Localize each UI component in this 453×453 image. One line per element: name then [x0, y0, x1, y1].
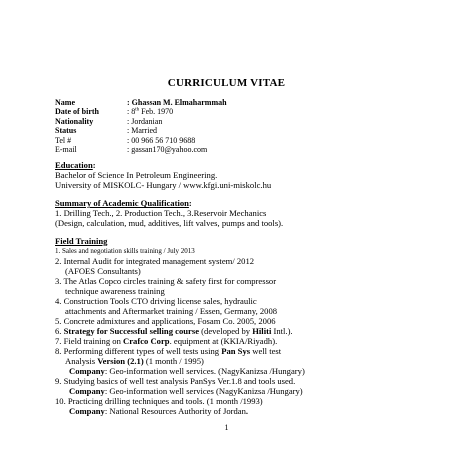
- status-row: [55, 126, 227, 135]
- training-item-2b: (AFOES Consultants): [65, 266, 141, 276]
- training-item-10b: [55, 406, 305, 416]
- document-title: CURRICULUM VITAE: [167, 77, 286, 89]
- training-item-9b: [55, 386, 305, 396]
- training-item-8c: [55, 366, 305, 376]
- qualification-section: [55, 198, 283, 228]
- education-colon: :: [92, 160, 96, 170]
- training-item-8c-post: : Geo-information well services. (NagyKanizsa /Hungary): [104, 366, 305, 376]
- training-item-8c-bold: Company: [69, 366, 105, 376]
- email-label: E-mail: [55, 145, 77, 155]
- status-label: Status: [55, 126, 77, 136]
- training-item-2a: 2. Internal Audit for integrated management system/ 2012: [55, 256, 255, 266]
- training-item-1: 1. Sales and negotiation skills training / July 2013: [55, 247, 195, 255]
- training-item-8a-text: 8. Performing different types of well tests using: [55, 346, 222, 356]
- qualification-line-2: (Design, calculation, mud, additives, lift valves, pumps and tools).: [55, 218, 284, 228]
- training-item-7-post: . equipment at (KKIA/Riyadh).: [169, 336, 278, 346]
- education-line-1: Bachelor of Science In Petroleum Engineering.: [55, 170, 218, 180]
- training-item-6: [55, 326, 305, 336]
- training-item-6-end: Intl.).: [271, 326, 293, 336]
- education-line-2: University of MISKOLC- Hungary / www.kfgi.uni-miskolc.hu: [55, 180, 272, 190]
- training-item-6-bold: Strategy for Successful selling course: [63, 326, 200, 336]
- training-item-8a-bold: Pan Sys: [221, 346, 251, 356]
- training-section: [55, 236, 305, 416]
- tel-row: [55, 136, 227, 145]
- training-item-8b: [55, 356, 305, 366]
- training-item-6-num: 6.: [55, 326, 64, 336]
- training-item-10b-post: : National Resources Authority of Jordan: [104, 406, 246, 416]
- education-section: [55, 160, 271, 190]
- training-item-7-bold: Crafco Corp: [123, 336, 170, 346]
- name-row: [55, 98, 227, 107]
- email-value: : gassan170@yahoo.com: [127, 145, 208, 155]
- training-item-10b-end: .: [245, 406, 249, 416]
- training-item-4b: attachments and Aftermarket training / Essen, Germany, 2008: [65, 306, 278, 316]
- education-heading: Education: [55, 160, 93, 170]
- training-item-7: [55, 336, 305, 346]
- dob-prefix: : 8: [127, 107, 136, 117]
- dob-suffix: Feb. 1970: [139, 107, 174, 117]
- qualification-heading: Summary of Academic Qualification: [55, 198, 189, 208]
- training-item-5: 5. Concrete admixtures and applications, Fosam Co. 2005, 2006: [55, 316, 276, 326]
- dob-label: Date of birth: [55, 107, 99, 117]
- qualification-line-1: 1. Drilling Tech., 2. Production Tech., 3.Reservoir Mechanics: [55, 208, 267, 218]
- training-item-8a: [55, 346, 305, 356]
- personal-details: [55, 98, 227, 154]
- tel-label: Tel #: [55, 135, 72, 145]
- training-item-9b-post: : Geo-information well services (NagyKanizsa /Hungary): [104, 386, 303, 396]
- training-heading: Field Training: [55, 236, 108, 246]
- qualification-colon: :: [188, 198, 192, 208]
- nationality-value: : Jordanian: [127, 116, 163, 126]
- training-item-8b-post: (1 month / 1995): [143, 356, 204, 366]
- status-value: : Married: [127, 126, 157, 136]
- training-item-9a: 9. Studying basics of well test analysis PanSys Ver.1.8 and tools used.: [55, 376, 296, 386]
- name-label: Name: [55, 98, 75, 107]
- training-item-8b-bold: Version (2.1): [97, 356, 144, 366]
- training-item-3a: 3. The Atlas Copco circles training & safety first for compressor: [55, 276, 277, 286]
- training-item-9b-bold: Company: [69, 386, 105, 396]
- training-item-6-mid: (developed by: [199, 326, 253, 336]
- nationality-label: Nationality: [55, 116, 94, 126]
- training-item-8b-pre: Analysis: [65, 356, 98, 366]
- training-item-10b-bold: Company: [69, 406, 105, 416]
- training-item-10a: 10. Practicing drilling techniques and tools. (1 month /1993): [55, 396, 263, 406]
- training-item-8a-end: well test: [250, 346, 282, 356]
- training-item-6-hiliti: Hiliti: [252, 326, 272, 336]
- dob-sup: th: [135, 107, 140, 113]
- training-item-7-pre: 7. Field training on: [55, 336, 124, 346]
- training-item-4a: 4. Construction Tools CTO driving license sales, hydraulic: [55, 296, 257, 306]
- email-row: [55, 145, 227, 154]
- name-value: : Ghassan M. Elmaharmmah: [127, 98, 227, 107]
- page-number: 1: [224, 423, 229, 432]
- tel-value: : 00 966 56 710 9688: [127, 135, 196, 145]
- training-item-3b: technique awareness training: [65, 286, 165, 296]
- nationality-row: [55, 117, 227, 126]
- dob-row: [55, 107, 227, 116]
